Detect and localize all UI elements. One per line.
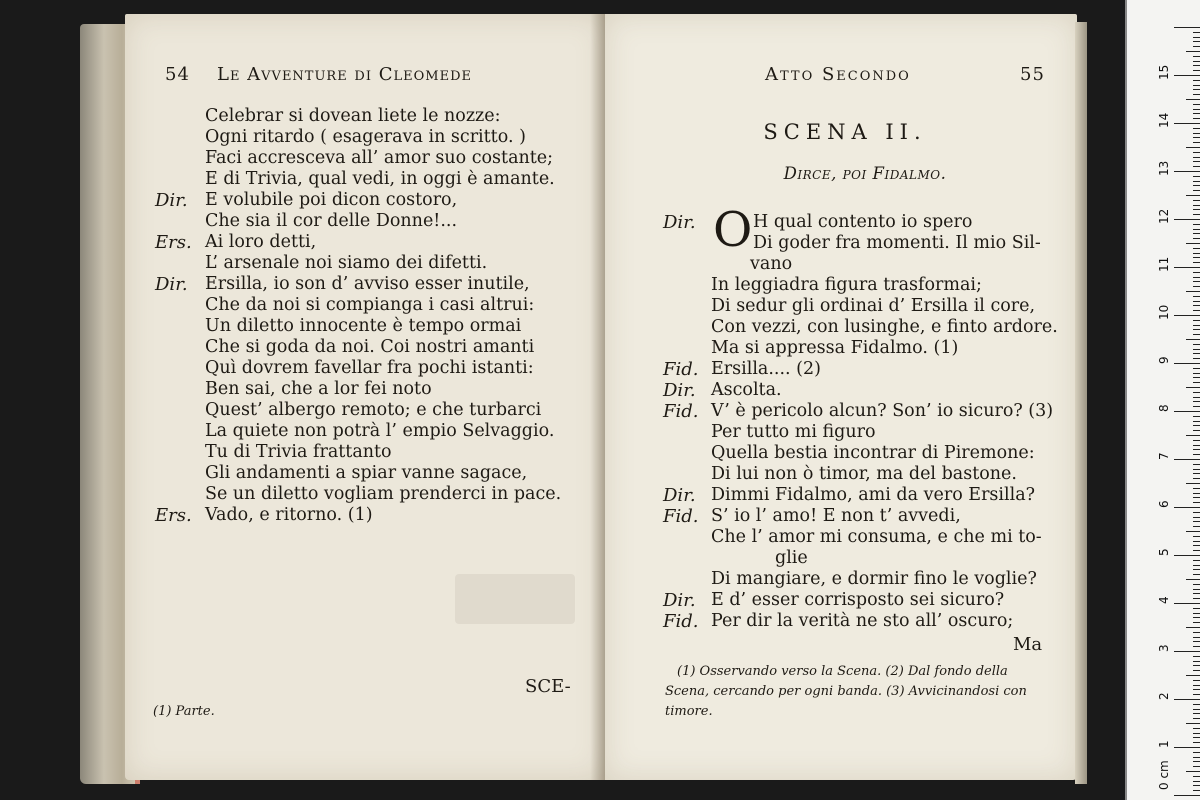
ruler-tick bbox=[1193, 310, 1200, 311]
ruler-number: 7 bbox=[1157, 452, 1171, 460]
verse-line: Dimmi Fidalmo, ami da vero Ersilla? bbox=[711, 485, 1036, 505]
speaker-label: Dir. bbox=[663, 380, 696, 401]
ruler-tick bbox=[1193, 694, 1200, 695]
ruler-tick bbox=[1193, 56, 1200, 57]
ruler-tick bbox=[1193, 358, 1200, 359]
ruler-tick bbox=[1193, 560, 1200, 561]
verse-line: Ma si appressa Fidalmo. (1) bbox=[711, 338, 959, 358]
ruler-tick bbox=[1193, 85, 1200, 86]
ruler-tick bbox=[1186, 243, 1200, 244]
ruler-tick bbox=[1193, 449, 1200, 450]
ruler-tick bbox=[1174, 219, 1200, 220]
verse-line: Ascolta. bbox=[711, 380, 782, 400]
ruler-tick bbox=[1193, 761, 1200, 762]
ruler-tick bbox=[1193, 478, 1200, 479]
speaker-label: Ers. bbox=[155, 232, 192, 253]
ruler-tick bbox=[1193, 61, 1200, 62]
ruler-tick bbox=[1193, 781, 1200, 782]
ruler-tick bbox=[1193, 382, 1200, 383]
ruler-tick bbox=[1193, 185, 1200, 186]
verse-line: Che da noi si compianga i casi altrui: bbox=[205, 295, 535, 315]
ruler-tick bbox=[1186, 291, 1200, 292]
ruler-tick bbox=[1193, 502, 1200, 503]
speaker-label: Fid. bbox=[663, 401, 699, 422]
verse-line: H qual contento io spero bbox=[753, 212, 973, 232]
ruler-tick bbox=[1193, 262, 1200, 263]
ruler-tick bbox=[1193, 286, 1200, 287]
ruler-tick bbox=[1193, 253, 1200, 254]
ruler-tick bbox=[1193, 353, 1200, 354]
ruler-number: 14 bbox=[1157, 112, 1171, 128]
left-running-head: Le Avventure di Cleomede bbox=[217, 64, 472, 85]
ruler-number: 12 bbox=[1157, 208, 1171, 224]
ruler-tick bbox=[1193, 157, 1200, 158]
verse-line: S’ io l’ amo! E non t’ avvedi, bbox=[711, 506, 961, 526]
verse-line: Per dir la verità ne sto all’ oscuro; bbox=[711, 611, 1014, 631]
ruler-tick bbox=[1193, 574, 1200, 575]
ruler-tick bbox=[1193, 401, 1200, 402]
ruler-tick bbox=[1186, 723, 1200, 724]
verse-line: Un diletto innocente è tempo ormai bbox=[205, 316, 522, 336]
ruler-tick bbox=[1193, 637, 1200, 638]
ruler-tick bbox=[1186, 675, 1200, 676]
ruler-tick bbox=[1193, 785, 1200, 786]
ruler-number: 2 bbox=[1157, 692, 1171, 700]
ruler-tick bbox=[1174, 459, 1200, 460]
ruler-tick bbox=[1193, 665, 1200, 666]
ruler-tick bbox=[1193, 550, 1200, 551]
ruler-number: 10 bbox=[1157, 304, 1171, 320]
ruler-tick bbox=[1186, 99, 1200, 100]
ruler-tick bbox=[1193, 176, 1200, 177]
ruler-tick bbox=[1193, 776, 1200, 777]
verse-line: Quì dovrem favellar fra pochi istanti: bbox=[205, 358, 534, 378]
verse-line: Che l’ amor mi consuma, e che mi to- bbox=[711, 527, 1042, 547]
ruler-tick bbox=[1193, 445, 1200, 446]
ruler-tick bbox=[1193, 685, 1200, 686]
ruler-tick bbox=[1193, 205, 1200, 206]
ruler-tick bbox=[1186, 195, 1200, 196]
ruler-tick bbox=[1193, 104, 1200, 105]
ruler-tick bbox=[1193, 301, 1200, 302]
ruler-tick bbox=[1193, 80, 1200, 81]
ruler-tick bbox=[1193, 392, 1200, 393]
ruler-number: 8 bbox=[1157, 404, 1171, 412]
ruler-tick bbox=[1193, 469, 1200, 470]
ruler-number: 4 bbox=[1157, 596, 1171, 604]
ruler-tick bbox=[1193, 349, 1200, 350]
ruler-tick bbox=[1193, 229, 1200, 230]
ruler-tick bbox=[1174, 363, 1200, 364]
ruler-tick bbox=[1193, 109, 1200, 110]
verse-line: Vado, e ritorno. (1) bbox=[205, 505, 373, 525]
scene-title: SCENA II. bbox=[763, 120, 927, 144]
ruler-tick bbox=[1174, 171, 1200, 172]
ruler-tick bbox=[1193, 598, 1200, 599]
ruler-tick bbox=[1193, 742, 1200, 743]
speaker-label: Fid. bbox=[663, 611, 699, 632]
ruler-tick bbox=[1186, 627, 1200, 628]
ruler-tick bbox=[1193, 709, 1200, 710]
ruler-tick bbox=[1193, 238, 1200, 239]
ruler-tick bbox=[1174, 603, 1200, 604]
ruler-tick bbox=[1193, 272, 1200, 273]
ruler-tick bbox=[1193, 454, 1200, 455]
left-page bbox=[125, 14, 605, 780]
ruler-tick bbox=[1193, 224, 1200, 225]
ruler-tick bbox=[1193, 190, 1200, 191]
ruler-number: 3 bbox=[1157, 644, 1171, 652]
left-page-number: 54 bbox=[165, 64, 190, 85]
ruler-tick bbox=[1193, 281, 1200, 282]
ruler-tick bbox=[1186, 483, 1200, 484]
ruler-tick bbox=[1193, 526, 1200, 527]
ruler-tick bbox=[1186, 435, 1200, 436]
ruler-tick bbox=[1193, 344, 1200, 345]
ruler-tick bbox=[1174, 651, 1200, 652]
ruler-tick bbox=[1193, 325, 1200, 326]
verse-line: Per tutto mi figuro bbox=[711, 422, 876, 442]
verse-line: L’ arsenale noi siamo dei difetti. bbox=[205, 253, 488, 273]
verse-line: La quiete non potrà l’ empio Selvaggio. bbox=[205, 421, 555, 441]
ruler-tick bbox=[1193, 334, 1200, 335]
right-catchword: Ma bbox=[1013, 634, 1043, 655]
ruler-tick bbox=[1193, 320, 1200, 321]
ruler-tick bbox=[1193, 181, 1200, 182]
ruler-tick bbox=[1193, 752, 1200, 753]
ruler-tick bbox=[1193, 545, 1200, 546]
ruler-tick bbox=[1174, 507, 1200, 508]
speaker-label: Dir. bbox=[155, 190, 188, 211]
ruler-tick bbox=[1193, 728, 1200, 729]
speaker-label: Fid. bbox=[663, 506, 699, 527]
ruler-tick bbox=[1193, 161, 1200, 162]
ruler-tick bbox=[1193, 37, 1200, 38]
ruler-tick bbox=[1193, 166, 1200, 167]
ruler-tick bbox=[1193, 646, 1200, 647]
ruler-tick bbox=[1174, 747, 1200, 748]
ruler-tick bbox=[1193, 488, 1200, 489]
ruler-tick bbox=[1174, 411, 1200, 412]
verse-line: Ersilla, io son d’ avviso esser inutile, bbox=[205, 274, 530, 294]
verse-line: glie bbox=[775, 548, 808, 568]
footnote-line: timore. bbox=[665, 704, 713, 719]
ruler-tick bbox=[1193, 464, 1200, 465]
ruler-tick bbox=[1193, 305, 1200, 306]
ruler-tick bbox=[1193, 65, 1200, 66]
ruler-tick bbox=[1193, 670, 1200, 671]
ruler-tick bbox=[1193, 137, 1200, 138]
ruler-tick bbox=[1193, 512, 1200, 513]
verse-line: vano bbox=[750, 254, 793, 274]
ruler-tick bbox=[1193, 89, 1200, 90]
ruler-tick bbox=[1186, 147, 1200, 148]
left-catchword: SCE- bbox=[525, 676, 571, 697]
ruler-tick bbox=[1193, 517, 1200, 518]
ruler-tick bbox=[1193, 128, 1200, 129]
verse-line: Con vezzi, con lusinghe, e finto ardore. bbox=[711, 317, 1058, 337]
ruler-tick bbox=[1193, 416, 1200, 417]
ruler-tick bbox=[1193, 493, 1200, 494]
ruler-tick bbox=[1193, 617, 1200, 618]
ruler-tick bbox=[1193, 584, 1200, 585]
ruler-tick bbox=[1193, 733, 1200, 734]
verse-line: Quella bestia incontrar di Piremone: bbox=[711, 443, 1035, 463]
ruler-number: 11 bbox=[1157, 256, 1171, 272]
ruler-tick bbox=[1193, 497, 1200, 498]
show-through-ornament bbox=[455, 574, 575, 624]
ruler-tick bbox=[1193, 680, 1200, 681]
ruler-tick bbox=[1186, 387, 1200, 388]
verse-line: Di sedur gli ordinai d’ Ersilla il core, bbox=[711, 296, 1036, 316]
ruler-tick bbox=[1193, 377, 1200, 378]
ruler-tick bbox=[1193, 713, 1200, 714]
ruler-tick bbox=[1193, 425, 1200, 426]
verse-line: Di mangiare, e dormir fino le voglie? bbox=[711, 569, 1037, 589]
ruler-tick bbox=[1193, 737, 1200, 738]
ruler-tick bbox=[1193, 689, 1200, 690]
speaker-label: Ers. bbox=[155, 505, 192, 526]
ruler-tick bbox=[1193, 329, 1200, 330]
speaker-label: Dir. bbox=[155, 274, 188, 295]
ruler-tick bbox=[1193, 233, 1200, 234]
ruler-tick bbox=[1193, 430, 1200, 431]
ruler-tick bbox=[1193, 718, 1200, 719]
ruler-tick bbox=[1193, 152, 1200, 153]
verse-line: E d’ esser corrisposto sei sicuro? bbox=[711, 590, 1005, 610]
measuring-ruler bbox=[1125, 0, 1200, 800]
verse-line: Ben sai, che a lor fei noto bbox=[205, 379, 432, 399]
ruler-tick bbox=[1193, 608, 1200, 609]
ruler-tick bbox=[1193, 589, 1200, 590]
verse-line: V’ è pericolo alcun? Son’ io sicuro? (3) bbox=[711, 401, 1054, 421]
speaker-label: Dir. bbox=[663, 590, 696, 611]
verse-line: E di Trivia, qual vedi, in oggi è amante. bbox=[205, 169, 555, 189]
ruler-tick bbox=[1193, 656, 1200, 657]
ruler-tick bbox=[1193, 536, 1200, 537]
ruler-number: 1 bbox=[1157, 740, 1171, 748]
scene-characters: Dirce, poi Fidalmo. bbox=[783, 164, 947, 183]
ruler-tick bbox=[1186, 51, 1200, 52]
verse-line: Faci accresceva all’ amor suo costante; bbox=[205, 148, 554, 168]
ruler-tick bbox=[1174, 699, 1200, 700]
ruler-tick bbox=[1174, 315, 1200, 316]
ruler-tick bbox=[1193, 296, 1200, 297]
verse-line: Gli andamenti a spiar vanne sagace, bbox=[205, 463, 528, 483]
ruler-tick bbox=[1193, 569, 1200, 570]
ruler-tick bbox=[1193, 632, 1200, 633]
ruler-tick bbox=[1193, 613, 1200, 614]
verse-line: Ogni ritardo ( esagerava in scritto. ) bbox=[205, 127, 526, 147]
ruler-tick bbox=[1186, 339, 1200, 340]
speaker-label: Fid. bbox=[663, 359, 699, 380]
ruler-tick bbox=[1186, 771, 1200, 772]
ruler-tick bbox=[1193, 46, 1200, 47]
right-page-number: 55 bbox=[1020, 64, 1045, 85]
ruler-tick bbox=[1174, 75, 1200, 76]
footnote-line: Scena, cercando per ogni banda. (3) Avvicinandosi con bbox=[665, 684, 1027, 699]
ruler-number: 9 bbox=[1157, 356, 1171, 364]
ruler-tick bbox=[1193, 133, 1200, 134]
speaker-label: Dir. bbox=[663, 485, 696, 506]
speaker-label: Dir. bbox=[663, 212, 696, 233]
ruler-tick bbox=[1193, 94, 1200, 95]
ruler-tick bbox=[1193, 622, 1200, 623]
ruler-tick bbox=[1193, 200, 1200, 201]
ruler-number: 6 bbox=[1157, 500, 1171, 508]
verse-line: Tu di Trivia frattanto bbox=[205, 442, 392, 462]
ruler-tick bbox=[1174, 27, 1200, 28]
verse-line: Che si goda da noi. Coi nostri amanti bbox=[205, 337, 535, 357]
ruler-tick bbox=[1193, 406, 1200, 407]
ruler-tick bbox=[1193, 790, 1200, 791]
book-fore-edge-right bbox=[1075, 22, 1087, 784]
drop-cap: O bbox=[713, 202, 753, 258]
ruler-tick bbox=[1193, 277, 1200, 278]
ruler-tick bbox=[1193, 248, 1200, 249]
right-running-head: Atto Secondo bbox=[765, 64, 911, 85]
ruler-tick bbox=[1193, 421, 1200, 422]
ruler-tick bbox=[1193, 118, 1200, 119]
ruler-tick bbox=[1193, 214, 1200, 215]
verse-line: Che sia il cor delle Donne!... bbox=[205, 211, 458, 231]
ruler-tick bbox=[1174, 795, 1200, 796]
ruler-tick bbox=[1193, 593, 1200, 594]
ruler-tick bbox=[1193, 766, 1200, 767]
verse-line: Di goder fra momenti. Il mio Sil- bbox=[753, 233, 1041, 253]
ruler-tick bbox=[1174, 123, 1200, 124]
ruler-tick bbox=[1193, 641, 1200, 642]
ruler-tick bbox=[1193, 113, 1200, 114]
ruler-tick bbox=[1174, 555, 1200, 556]
ruler-tick bbox=[1193, 41, 1200, 42]
ruler-tick bbox=[1193, 397, 1200, 398]
ruler-tick bbox=[1193, 32, 1200, 33]
ruler-number: 5 bbox=[1157, 548, 1171, 556]
footnote-line: (1) Osservando verso la Scena. (2) Dal fondo della bbox=[677, 664, 1008, 679]
open-book bbox=[80, 14, 1080, 784]
ruler-tick bbox=[1193, 661, 1200, 662]
ruler-tick bbox=[1193, 521, 1200, 522]
verse-line: E volubile poi dicon costoro, bbox=[205, 190, 458, 210]
ruler-tick bbox=[1193, 70, 1200, 71]
ruler-tick bbox=[1193, 368, 1200, 369]
ruler-tick bbox=[1186, 531, 1200, 532]
verse-line: Se un diletto vogliam prenderci in pace. bbox=[205, 484, 562, 504]
ruler-tick bbox=[1193, 473, 1200, 474]
ruler-tick bbox=[1193, 757, 1200, 758]
ruler-tick bbox=[1186, 579, 1200, 580]
ruler-number: 13 bbox=[1157, 160, 1171, 176]
ruler-tick bbox=[1193, 704, 1200, 705]
ruler-number: 15 bbox=[1157, 64, 1171, 80]
verse-line: Ai loro detti, bbox=[205, 232, 317, 252]
ruler-tick bbox=[1193, 541, 1200, 542]
ruler-tick bbox=[1193, 142, 1200, 143]
ruler-tick bbox=[1193, 565, 1200, 566]
verse-line: Celebrar si dovean liete le nozze: bbox=[205, 106, 501, 126]
verse-line: In leggiadra figura trasformai; bbox=[711, 275, 982, 295]
right-page bbox=[605, 14, 1077, 780]
ruler-tick bbox=[1193, 257, 1200, 258]
ruler-tick bbox=[1174, 267, 1200, 268]
left-footnote: (1) Parte. bbox=[153, 704, 215, 719]
ruler-tick bbox=[1193, 440, 1200, 441]
verse-line: Ersilla.... (2) bbox=[711, 359, 821, 379]
ruler-tick bbox=[1193, 209, 1200, 210]
verse-line: Di lui non ò timor, ma del bastone. bbox=[711, 464, 1017, 484]
ruler-number: 0 cm bbox=[1157, 760, 1171, 790]
ruler-tick bbox=[1193, 373, 1200, 374]
verse-line: Quest’ albergo remoto; e che turbarci bbox=[205, 400, 542, 420]
